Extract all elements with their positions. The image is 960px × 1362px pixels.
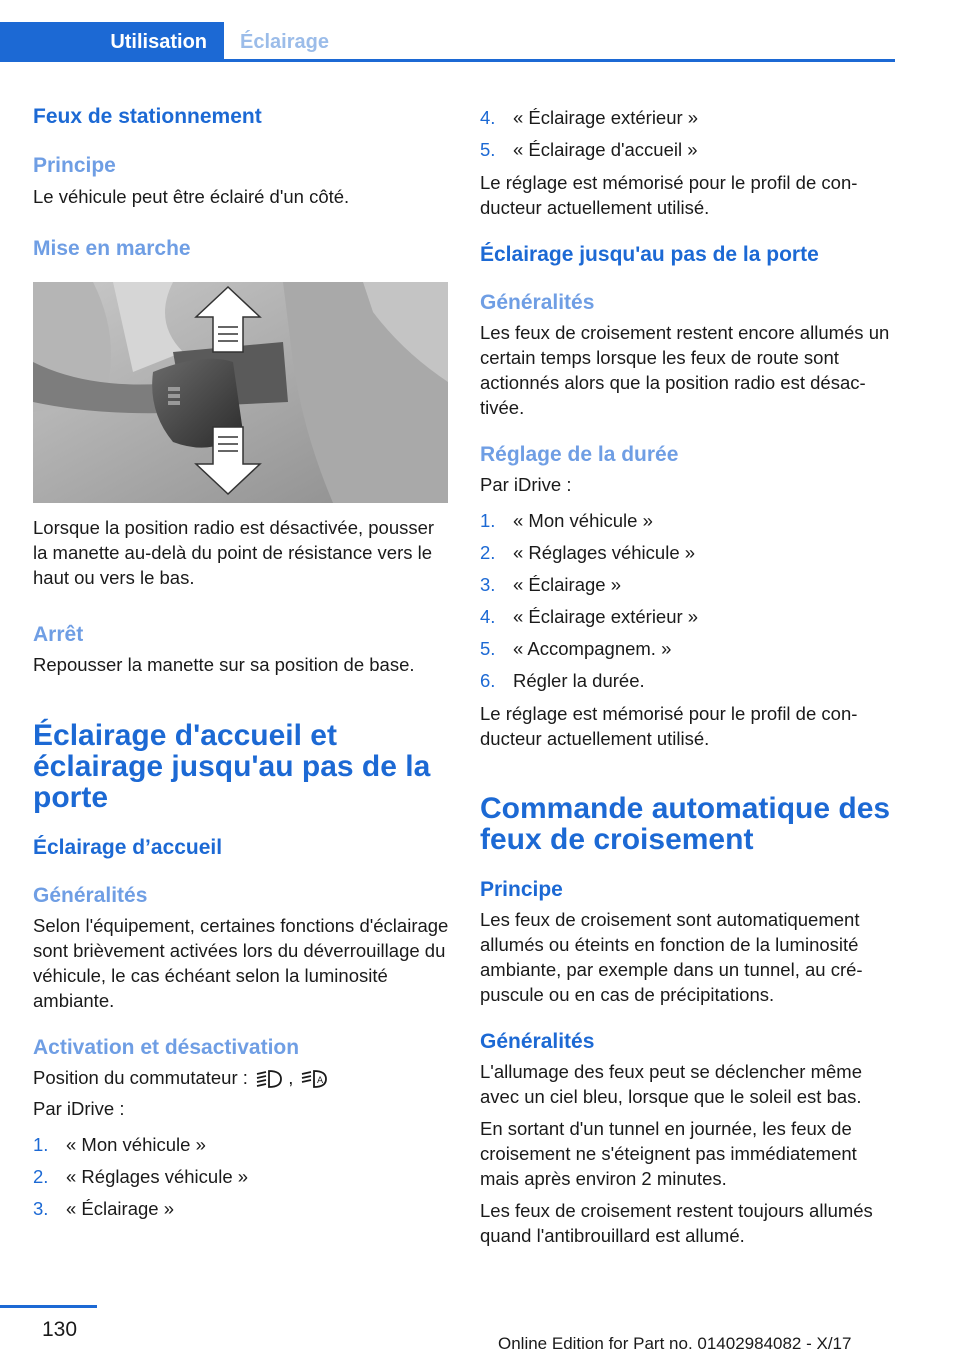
text-arret: Repousser la manette sur sa position de base. bbox=[33, 654, 415, 675]
right-column bbox=[480, 102, 900, 1248]
left-column bbox=[33, 100, 451, 1225]
text-generalites-3c: Les feux de croisement restent toujours allumés quand l'antibrouillard est allumé. bbox=[480, 1200, 873, 1246]
heading-principe: Principe bbox=[33, 154, 116, 177]
text-par-idrive-2: Par iDrive : bbox=[480, 474, 572, 495]
text-generalites: Selon l'équipement, certaines fonctions d'éclairage sont brièvement activées lors du déverrouillage du véhicule, le cas échéant selon la luminosité ambiante. bbox=[33, 915, 449, 1011]
auto-headlight-icon bbox=[298, 1068, 328, 1090]
stalk-illustration bbox=[33, 282, 448, 503]
list-item: 1. « Mon véhicule » bbox=[33, 1134, 206, 1156]
heading-commande-automatique: Commande automatique des feux de croisement bbox=[480, 792, 891, 856]
heading-eclairage-accueil-pas-porte: Éclairage d'accueil et éclairage jusqu'au pas de la porte bbox=[33, 719, 431, 814]
page-number: 130 bbox=[42, 1318, 78, 1341]
tab-eclairage[interactable]: Éclairage bbox=[240, 30, 329, 53]
list-item: 2. « Réglages véhicule » bbox=[480, 542, 696, 563]
low-beam-auto-icon bbox=[253, 1068, 283, 1090]
symbol-separator: , bbox=[288, 1067, 294, 1088]
text-mise-en-marche: Lorsque la position radio est désactivée, pousser la manette au-delà du point de résistance vers le haut ou vers le bas. bbox=[33, 517, 435, 588]
heading-generalites-2: Généralités bbox=[480, 291, 595, 314]
text-principe: Le véhicule peut être éclairé d'un côté. bbox=[33, 186, 350, 207]
svg-text:A: A bbox=[317, 1076, 324, 1087]
text-par-idrive: Par iDrive : bbox=[33, 1098, 125, 1120]
heading-eclairage-accueil: Éclairage d’accueil bbox=[33, 836, 223, 859]
text-generalites-3a: L'allumage des feux peut se déclencher même avec un ciel bleu, lorsque que le soleil est bas. bbox=[480, 1061, 862, 1107]
heading-generalites: Généralités bbox=[33, 884, 148, 907]
idrive-steps-left bbox=[33, 1129, 451, 1225]
heading-activation: Activation et désactivation bbox=[33, 1036, 300, 1059]
list-item: 6. Régler la durée. bbox=[480, 670, 645, 691]
heading-principe-2: Principe bbox=[480, 878, 563, 901]
heading-arret: Arrêt bbox=[33, 623, 84, 646]
list-item: 3. « Éclairage » bbox=[480, 574, 621, 595]
list-item: 4. « Éclairage extérieur » bbox=[480, 107, 699, 128]
tab-utilisation[interactable]: Utilisation bbox=[0, 22, 224, 62]
list-item: 3. « Éclairage » bbox=[33, 1198, 174, 1220]
lever-diagram-icon bbox=[33, 282, 448, 503]
list-item: 5. « Éclairage d'accueil » bbox=[480, 139, 698, 160]
list-item: 4. « Éclairage extérieur » bbox=[480, 606, 699, 627]
heading-reglage-duree: Réglage de la durée bbox=[480, 443, 679, 466]
idrive-steps-duree bbox=[480, 505, 900, 697]
heading-feux-stationnement: Feux de stationnement bbox=[33, 105, 262, 128]
idrive-steps-continued bbox=[480, 102, 900, 166]
edition-note: Online Edition for Part no. 01402984082 - X/17 bbox=[498, 1334, 852, 1353]
list-item: 2. « Réglages véhicule » bbox=[33, 1166, 249, 1188]
list-item: 1. « Mon véhicule » bbox=[480, 510, 653, 531]
footer-rule bbox=[0, 1305, 97, 1308]
page-header bbox=[0, 0, 895, 62]
text-generalites-3b: En sortant d'un tunnel en journée, les feux de croisement ne s'éteignent pas immédiatement mais après environ 2 minutes. bbox=[480, 1118, 857, 1189]
text-position-commutateur bbox=[33, 1065, 451, 1090]
heading-pas-de-porte: Éclairage jusqu'au pas de la porte bbox=[480, 243, 819, 266]
header-rule bbox=[0, 59, 895, 62]
heading-generalites-3: Généralités bbox=[480, 1030, 595, 1053]
heading-mise-en-marche: Mise en marche bbox=[33, 237, 191, 260]
text-principe-2: Les feux de croisement sont automatiquement allumés ou éteints en fonction de la luminosité ambiante, par exemple dans un tunnel, au crépuscule ou en cas de précipitations. bbox=[480, 909, 863, 1005]
text-memorise-2: Le réglage est mémorisé pour le profil de conducteur actuellement utilisé. bbox=[480, 703, 858, 749]
text-generalites-2: Les feux de croisement restent encore allumés un certain temps lorsque les feux de route sont actionnés alors que la position radio est désactivée. bbox=[480, 322, 890, 418]
text-memorise-1: Le réglage est mémorisé pour le profil de conducteur actuellement utilisé. bbox=[480, 172, 858, 218]
position-label: Position du commutateur : bbox=[33, 1067, 248, 1088]
list-item: 5. « Accompagnem. » bbox=[480, 638, 672, 659]
